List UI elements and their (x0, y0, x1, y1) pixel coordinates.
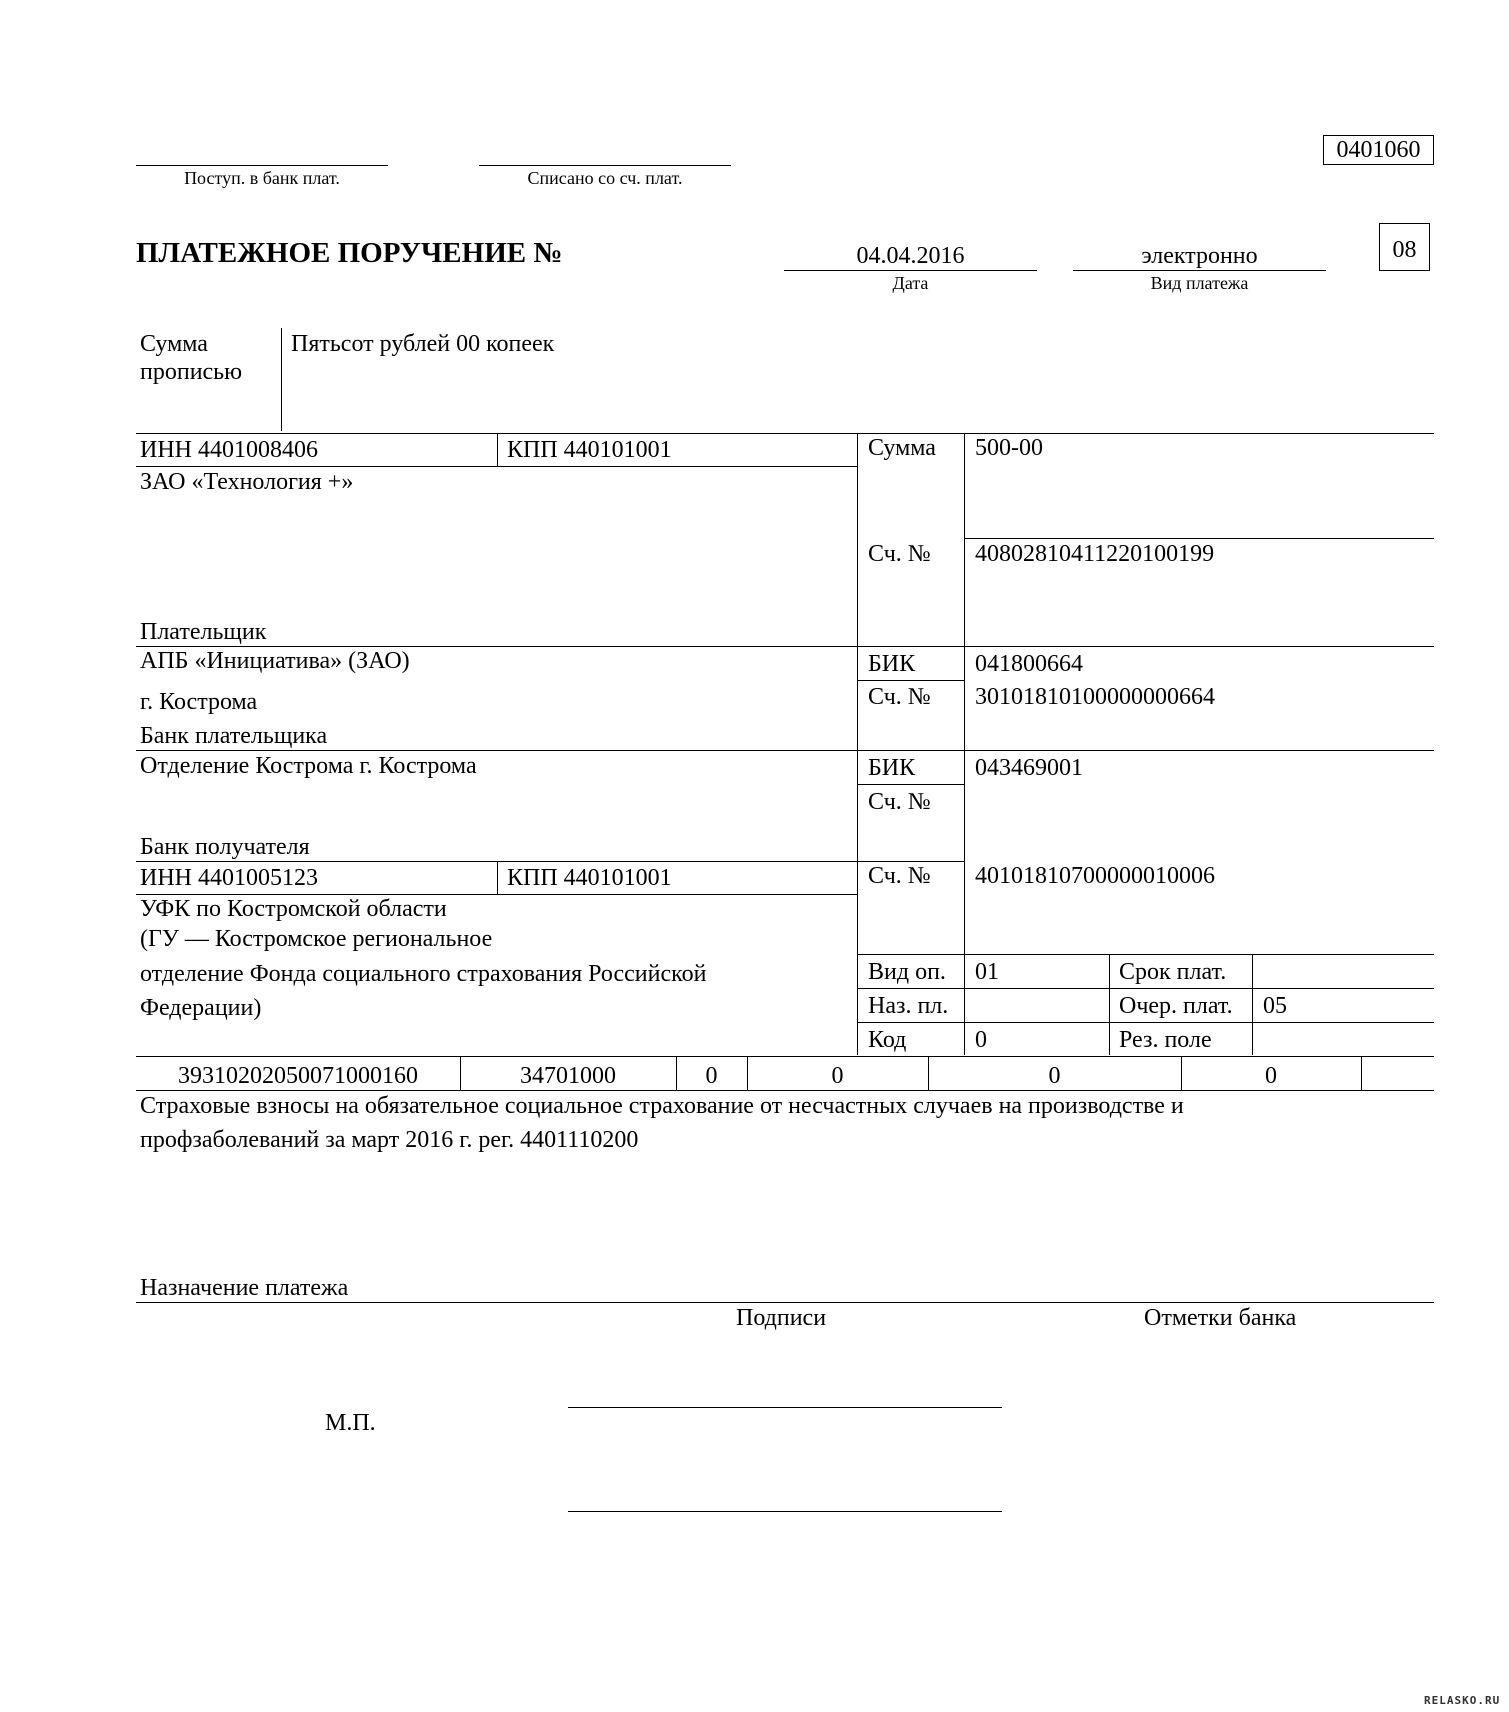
rule-main-col-left (857, 433, 858, 1055)
budget-field-3: 0 (1048, 1063, 1061, 1089)
ocher-label: Очер. плат. (1119, 993, 1233, 1019)
debited-line (479, 165, 731, 166)
rule-payee-inn-kpp-sep (497, 861, 498, 894)
debited-label: Списано со сч. плат. (527, 168, 683, 188)
kod-value: 0 (975, 1027, 987, 1053)
rule-payer-top (136, 433, 1434, 434)
rule-budget-top (136, 1056, 1434, 1057)
date-line (784, 270, 1037, 271)
form-code-box (1323, 135, 1434, 165)
signatures-label: Подписи (736, 1305, 827, 1331)
amount-value: 500-00 (975, 435, 1043, 461)
payer-bank-city: г. Кострома (140, 689, 258, 715)
rule-op-top (857, 954, 1434, 955)
purpose-line-2: профзаболеваний за март 2016 г. рег. 4401110200 (140, 1127, 639, 1153)
payment-type-label: Вид платежа (1150, 273, 1249, 293)
payer-kpp: КПП 440101001 (507, 437, 672, 463)
amount-words-label-2: прописью (140, 359, 243, 385)
bank-marks-label: Отметки банка (1144, 1305, 1297, 1331)
payee-acc-label: Сч. № (868, 863, 931, 889)
amount-words-value: Пятьсот рублей 00 копеек (291, 331, 555, 357)
payer-bank-label: Банк плательщика (140, 723, 328, 749)
received-line (136, 165, 388, 166)
rule-op-row2 (857, 1022, 1434, 1023)
budget-field-1: 0 (705, 1063, 718, 1089)
status-code-box (1379, 223, 1430, 271)
rez-label: Рез. поле (1119, 1027, 1212, 1053)
payer-bank-bik-label: БИК (868, 651, 916, 677)
stamp-label: М.П. (325, 1410, 376, 1436)
kod-label: Код (868, 1027, 907, 1053)
payee-kpp: КПП 440101001 (507, 865, 672, 891)
rule-budget-6 (1361, 1056, 1362, 1090)
rule-op-col-mid (1109, 954, 1110, 1055)
rule-payee-bik-under (857, 784, 964, 785)
payee-bank-bik: 043469001 (975, 755, 1083, 781)
srok-label: Срок плат. (1119, 959, 1227, 985)
budget-oktmo: 34701000 (520, 1063, 616, 1089)
budget-field-2: 0 (831, 1063, 844, 1089)
payee-name-line-2: (ГУ — Костромское региональное (140, 926, 493, 952)
rule-payer-bank-bottom (136, 750, 1434, 751)
payment-type-line (1073, 270, 1326, 271)
payer-label: Плательщик (140, 619, 267, 645)
rule-op-col-right (1252, 954, 1253, 1055)
payer-bank-acc-label: Сч. № (868, 684, 931, 710)
rule-bik-under (857, 680, 964, 681)
payee-name-line-3: отделение Фонда социального страхования Российской (140, 961, 707, 987)
rule-budget-bottom (136, 1090, 1434, 1091)
form-code: 0401060 (1336, 137, 1421, 163)
vid-op-value: 01 (975, 959, 999, 985)
payer-bank-acc: 30101810100000000664 (975, 684, 1215, 710)
budget-field-4: 0 (1265, 1063, 1277, 1089)
document-title: ПЛАТЕЖНОЕ ПОРУЧЕНИЕ № (136, 237, 563, 269)
payee-bank-label: Банк получателя (140, 834, 310, 860)
payee-name-line-4: Федерации) (140, 995, 262, 1021)
payer-bank-name: АПБ «Инициатива» (ЗАО) (140, 648, 410, 674)
vid-op-label: Вид оп. (868, 959, 946, 985)
status-code: 08 (1392, 237, 1417, 263)
rule-sum-under (964, 538, 1434, 539)
payment-type-value: электронно (1141, 243, 1258, 269)
payer-bank-bik: 041800664 (975, 651, 1083, 677)
rule-inn-kpp-under (136, 466, 857, 467)
amount-label: Сумма (868, 435, 936, 461)
payee-acc: 40101810700000010006 (975, 863, 1215, 889)
purpose-line-1: Страховые взносы на обязательное социальное страхование от несчастных случаев на производстве и (140, 1093, 1184, 1119)
payer-account-label: Сч. № (868, 541, 931, 567)
received-label: Поступ. в банк плат. (184, 168, 340, 188)
naz-pl-label: Наз. пл. (868, 993, 949, 1019)
payee-inn: ИНН 4401005123 (140, 865, 318, 891)
amount-words-label-1: Сумма (140, 331, 208, 357)
date-label: Дата (892, 273, 929, 293)
payee-bank-name: Отделение Кострома г. Кострома (140, 753, 477, 779)
amount-words-divider (281, 328, 282, 431)
payer-inn: ИНН 4401008406 (140, 437, 318, 463)
rule-payee-bank-bottom (136, 861, 965, 862)
payee-bank-acc-label: Сч. № (868, 789, 931, 815)
signature-line-2 (568, 1511, 1002, 1512)
budget-kbk: 39310202050071000160 (178, 1063, 418, 1089)
date-value: 04.04.2016 (856, 243, 965, 269)
rule-inn-kpp-sep (497, 433, 498, 466)
payer-account-value: 40802810411220100199 (975, 541, 1215, 567)
rule-purpose-bottom (136, 1302, 1434, 1303)
purpose-label: Назначение платежа (140, 1275, 349, 1301)
rule-main-col-right (964, 433, 965, 1055)
rule-op-row1 (857, 988, 1434, 989)
payee-name-line-1: УФК по Костромской области (140, 896, 447, 922)
payee-bank-bik-label: БИК (868, 755, 916, 781)
ocher-value: 05 (1263, 993, 1287, 1019)
payer-name: ЗАО «Технология +» (140, 469, 354, 495)
watermark: RELASKO.RU (1424, 1694, 1501, 1707)
signature-line-1 (568, 1407, 1002, 1408)
